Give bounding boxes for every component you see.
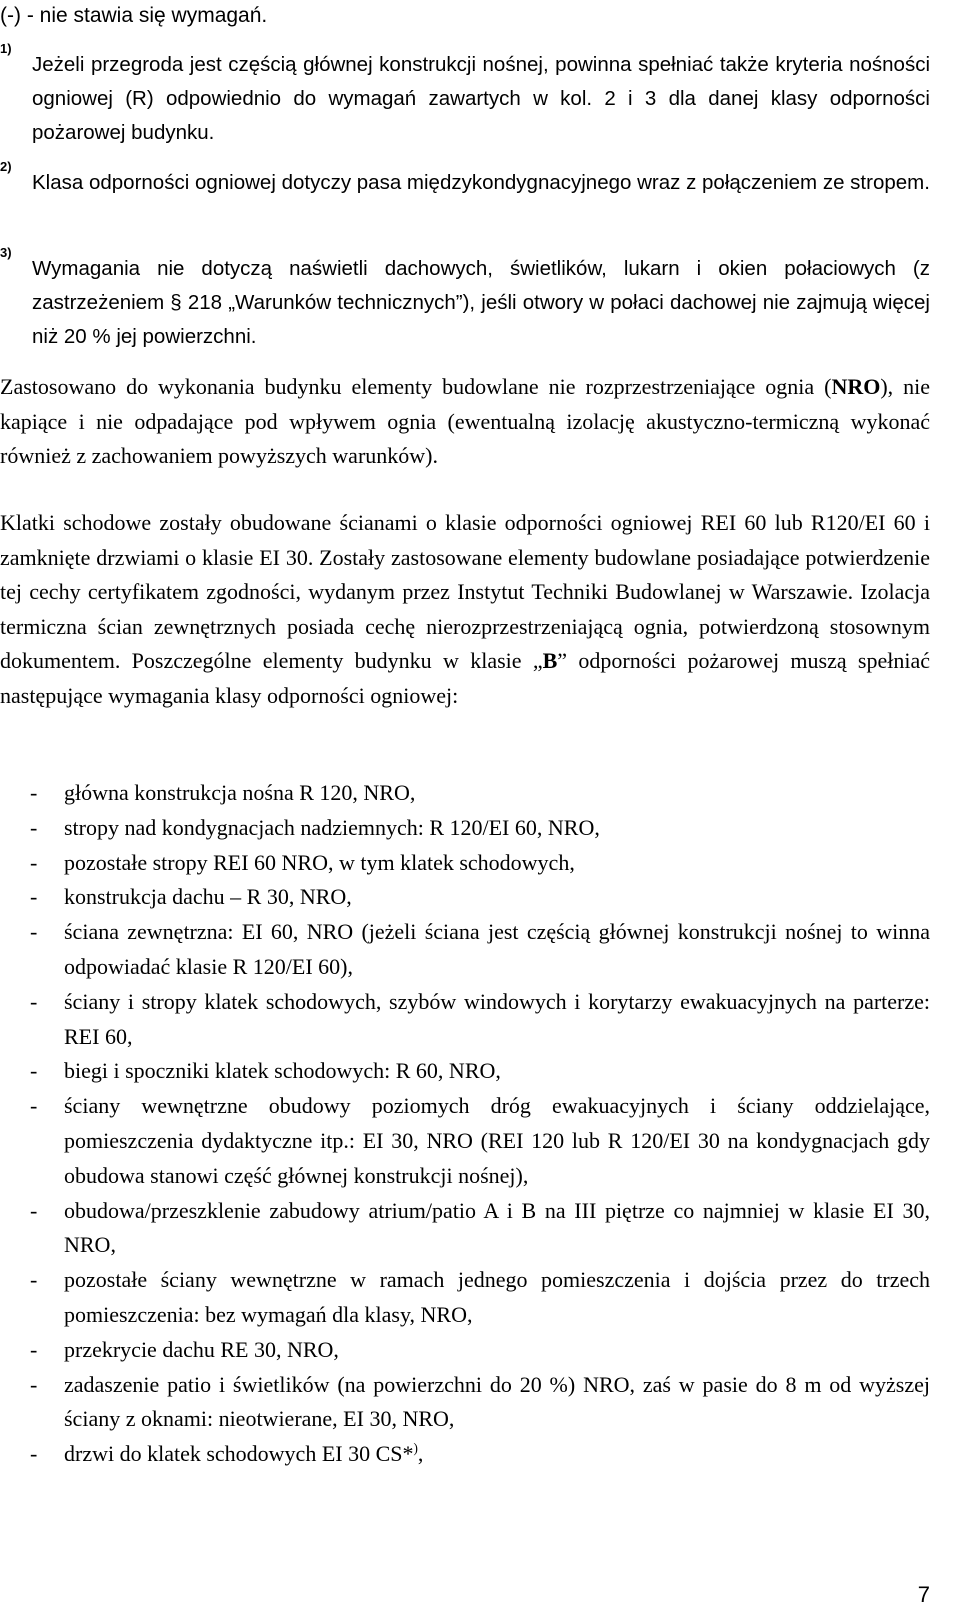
list-item-tail: ,	[417, 1441, 424, 1467]
list-dash: -	[30, 814, 38, 840]
paragraph-text: ), nie kapiące i nie odpadające pod wpływem ognia (ewentualną izolację akustyczno-termiczną wykonać również z zachowaniem powyższych warunków).	[0, 374, 931, 468]
paragraph-bold: NRO	[831, 374, 881, 399]
page-number: 7	[917, 1582, 930, 1607]
footnote-3	[0, 245, 930, 354]
footnote-text: Jeżeli przegroda jest częścią głównej konstrukcji nośnej, powinna spełniać także kryteria nośności ogniowej (R) odpowiednio do wymagań zawartych w kol. 2 i 3 dla danej klasy odporności pożarowej budynku.	[32, 53, 930, 144]
footnote-marker: 2)	[0, 159, 12, 174]
list-dash: -	[30, 1093, 38, 1119]
list-item-text: główna konstrukcja nośna R 120, NRO,	[64, 780, 416, 805]
footnote-1	[0, 41, 930, 150]
list-item-text: konstrukcja dachu – R 30, NRO,	[64, 884, 352, 910]
list-item-text: ściany i stropy klatek schodowych, szybów windowych i korytarzy ewakuacyjnych na parterze: REI 60,	[64, 988, 930, 1049]
list-item	[0, 1368, 930, 1438]
list-item	[0, 1054, 930, 1089]
footnote-marker: 1)	[0, 41, 12, 56]
list-dash: -	[30, 988, 38, 1014]
footnote-2	[0, 159, 930, 200]
list-item-text: drzwi do klatek schodowych EI 30 CS*	[64, 1441, 414, 1467]
list-item-text: ściany wewnętrzne obudowy poziomych dróg ewakuacyjnych i ściany oddzielające, pomieszczenia dydaktyczne itp.: EI 30, NRO (REI 120 lub R 120/EI 30 na kondygnacjach gdy obudowa stanowi część głównej konstrukcji nośnej),	[64, 1093, 930, 1188]
list-dash: -	[30, 1058, 38, 1084]
list-item-text: biegi i spoczniki klatek schodowych: R 60, NRO,	[64, 1058, 501, 1084]
list-item	[0, 880, 930, 915]
list-item-text: pozostałe stropy REI 60 NRO, w tym klatek schodowych,	[64, 849, 575, 875]
paragraph-text: ” odporności pożarowej muszą spełniać następujące wymagania klasy odporności ogniowej:	[0, 648, 930, 708]
top-note: (-) - nie stawia się wymagań.	[0, 4, 268, 27]
list-item	[0, 811, 930, 846]
list-dash: -	[30, 1336, 38, 1362]
list-item	[0, 1333, 930, 1368]
list-dash: -	[30, 884, 38, 910]
paragraph-text: Zastosowano do wykonania budynku elementy budowlane nie rozprzestrzeniające ognia (	[0, 374, 832, 399]
list-item	[0, 1263, 930, 1333]
footnote-superscript: )	[413, 1440, 418, 1456]
footnote-text: Wymagania nie dotyczą naświetli dachowych, świetlików, lukarn i okien połaciowych (z zastrzeżeniem § 218 „Warunków technicznych”), jeśli otwory w połaci dachowej nie zajmują więcej niż 20 % jej powierzchni.	[32, 257, 930, 348]
list-item-text: przekrycie dachu RE 30, NRO,	[64, 1336, 339, 1362]
list-item	[0, 915, 930, 985]
paragraph-bold: B	[542, 648, 558, 673]
list-item	[0, 1194, 930, 1264]
list-item-text: pozostałe ściany wewnętrzne w ramach jednego pomieszczenia i dojścia przez do trzech pomieszczenia: bez wymagań dla klasy, NRO,	[64, 1267, 930, 1327]
footnote-marker: 3)	[0, 245, 12, 260]
list-item-text: stropy nad kondygnacjach nadziemnych: R 120/EI 60, NRO,	[64, 814, 600, 840]
list-dash: -	[30, 780, 38, 805]
paragraph-text: Klatki schodowe zostały obudowane ścianami o klasie odporności ogniowej REI 60 lub R120/EI 60 i zamknięte drzwiami o klasie EI 30. Zostały zastosowane elementy budowlane posiadające potwierdzenie tej cechy certyfikatem zgodności, wydanym przez Instytut Techniki Budowlanej w Warszawie. Izolacja termiczna ścian zewnętrznych posiada cechę nierozprzestrzeniającą ognia, potwierdzoną stosownym dokumentem. Poszczególne elementy budynku w klasie „	[0, 510, 930, 673]
list-item	[0, 846, 930, 881]
list-dash: -	[30, 1371, 38, 1397]
list-item	[0, 1437, 930, 1472]
list-dash: -	[30, 849, 38, 875]
list-item	[0, 1089, 930, 1193]
list-item-text: ściana zewnętrzna: EI 60, NRO (jeżeli ściana jest częścią głównej konstrukcji nośnej to winna odpowiadać klasie R 120/EI 60),	[64, 919, 930, 979]
list-dash: -	[30, 1197, 38, 1223]
list-item-text: obudowa/przeszklenie zabudowy atrium/patio A i B na III piętrze co najmniej w klasie EI 30, NRO,	[64, 1197, 930, 1258]
paragraph-staircases	[0, 506, 930, 713]
list-item-text: zadaszenie patio i świetlików (na powierzchni do 20 %) NRO, zaś w pasie do 8 m od wyższej ściany z oknami: nieotwierane, EI 30, NRO,	[64, 1371, 930, 1432]
list-dash: -	[30, 1441, 38, 1467]
list-dash: -	[30, 919, 38, 945]
list-item	[0, 776, 930, 811]
list-dash: -	[30, 1267, 38, 1293]
list-item	[0, 985, 930, 1055]
requirements-list	[0, 776, 930, 1472]
paragraph-nro	[0, 370, 930, 474]
footnote-text: Klasa odporności ogniowej dotyczy pasa międzykondygnacyjnego wraz z połączeniem ze stropem.	[32, 171, 930, 194]
